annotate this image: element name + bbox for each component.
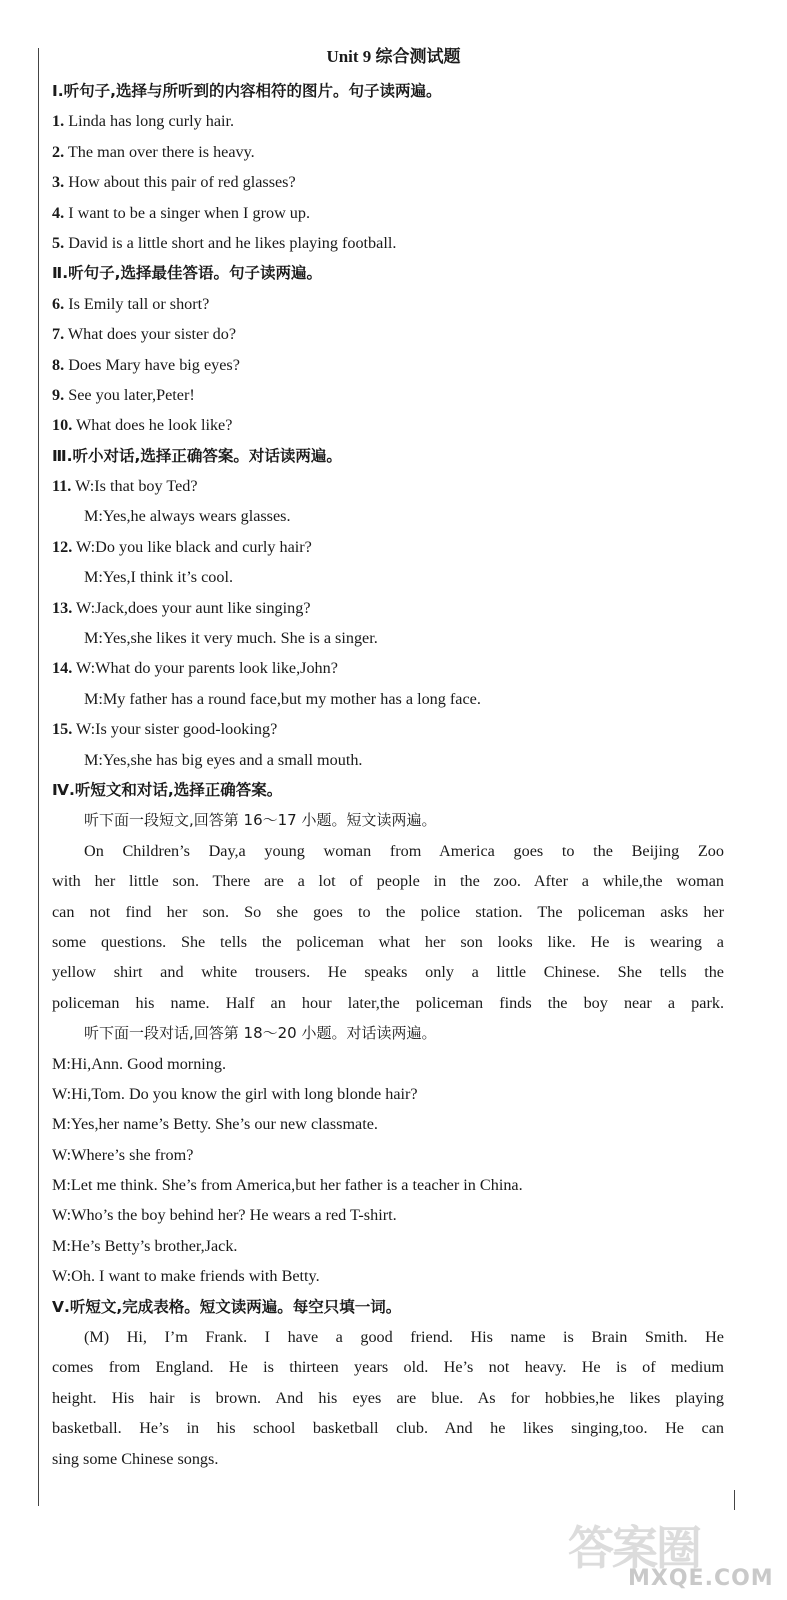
passage-line: with her little son. There are a lot of people in the zoo. After a while,the woman (52, 872, 724, 891)
question-12-m: M:Yes,I think it’s cool. (84, 568, 234, 587)
dialogue-line: M:Let me think. She’s from America,but her father is a teacher in China. (52, 1176, 523, 1195)
question-15-m: M:Yes,she has big eyes and a small mouth. (84, 750, 363, 769)
section-2-heading: Ⅱ.听句子,选择最佳答语。句子读两遍。 (52, 264, 322, 283)
watermark-logo: 答案圈 (568, 1521, 700, 1575)
passage-line: sing some Chinese songs. (52, 1449, 219, 1468)
section-3-heading: Ⅲ.听小对话,选择正确答案。对话读两遍。 (52, 446, 342, 465)
question-11-m: M:Yes,he always wears glasses. (84, 507, 291, 526)
passage-line: (M) Hi, I’m Frank. I have a good friend. His name is Brain Smith. He (84, 1328, 724, 1347)
section-4-heading: Ⅳ.听短文和对话,选择正确答案。 (52, 780, 283, 799)
passage-line: comes from England. He is thirteen years old. He’s not heavy. He is of medium (52, 1358, 724, 1377)
question-13-m: M:Yes,she likes it very much. She is a singer. (84, 629, 378, 648)
question-14-m: M:My father has a round face,but my mother has a long face. (84, 689, 481, 708)
question-13-w: 13. W:Jack,does your aunt like singing? (52, 598, 311, 617)
question-6: 6. Is Emily tall or short? (52, 294, 210, 313)
question-9: 9. See you later,Peter! (52, 385, 195, 404)
passage-line: some questions. She tells the policeman what her son looks like. He is wearing a (52, 932, 724, 951)
section-1-heading: Ⅰ.听句子,选择与所听到的内容相符的图片。句子读两遍。 (52, 82, 442, 100)
question-4: 4. I want to be a singer when I grow up. (52, 203, 311, 222)
passage-line: can not find her son. So she goes to the police station. The policeman asks her (52, 902, 724, 921)
test-content (52, 76, 724, 1474)
left-margin-rule (38, 48, 39, 1506)
dialogue-line: W:Where’s she from? (52, 1145, 194, 1164)
dialogue-line: W:Oh. I want to make friends with Betty. (52, 1267, 320, 1286)
question-11-w: 11. W:Is that boy Ted? (52, 477, 198, 496)
dialogue-line: M:He’s Betty’s brother,Jack. (52, 1236, 238, 1255)
question-7: 7. What does your sister do? (52, 325, 237, 344)
section-4-intro-dialogue: 听下面一段对话,回答第 18～20 小题。对话读两遍。 (84, 1024, 437, 1043)
question-14-w: 14. W:What do your parents look like,John? (52, 659, 338, 678)
passage-line: height. His hair is brown. And his eyes are blue. As for hobbies,he likes playing (52, 1388, 724, 1407)
dialogue-line: W:Hi,Tom. Do you know the girl with long blonde hair? (52, 1084, 418, 1103)
question-1: 1. Linda has long curly hair. (52, 112, 235, 131)
section-4-intro-passage: 听下面一段短文,回答第 16～17 小题。短文读两遍。 (84, 811, 437, 830)
dialogue-line: W:Who’s the boy behind her? He wears a red T-shirt. (52, 1206, 397, 1225)
question-12-w: 12. W:Do you like black and curly hair? (52, 537, 312, 556)
question-3: 3. How about this pair of red glasses? (52, 173, 296, 192)
question-10: 10. What does he look like? (52, 416, 233, 435)
passage-line: basketball. He’s in his school basketball club. And he likes singing,too. He can (52, 1419, 724, 1438)
question-8: 8. Does Mary have big eyes? (52, 355, 240, 374)
dialogue-line: M:Yes,her name’s Betty. She’s our new classmate. (52, 1115, 378, 1134)
passage-line: On Children’s Day,a young woman from America goes to the Beijing Zoo (84, 841, 724, 860)
question-15-w: 15. W:Is your sister good-looking? (52, 720, 278, 739)
passage-line: yellow shirt and white trousers. He speaks only a little Chinese. She tells the (52, 963, 724, 982)
right-margin-rule (734, 1490, 735, 1510)
dialogue-line: M:Hi,Ann. Good morning. (52, 1054, 227, 1073)
page-title: Unit 9 综合测试题 (326, 47, 461, 66)
watermark-url: MXQE.COM (628, 1566, 774, 1591)
question-2: 2. The man over there is heavy. (52, 142, 255, 161)
passage-line: policeman his name. Half an hour later,the policeman finds the boy near a park. (52, 993, 724, 1012)
section-5-heading: Ⅴ.听短文,完成表格。短文读两遍。每空只填一词。 (52, 1297, 402, 1316)
question-5: 5. David is a little short and he likes playing football. (52, 233, 397, 252)
